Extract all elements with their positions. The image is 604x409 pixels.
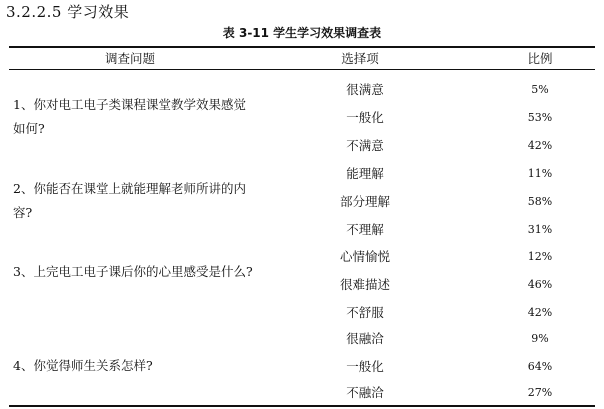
question-4: 4、你觉得师生关系怎样? xyxy=(13,358,153,373)
question-1: 1、你对电工电子类课程课堂教学效果感觉如何? xyxy=(13,97,246,136)
option-4-3: 不融洽 xyxy=(346,385,384,400)
option-1-2: 一般化 xyxy=(346,110,384,125)
ratio-4-2: 64% xyxy=(527,360,553,373)
table-top-rule xyxy=(9,46,595,48)
ratio-4-1: 9% xyxy=(531,332,549,345)
header-question: 调查问题 xyxy=(104,51,155,66)
header-ratio: 比例 xyxy=(527,51,553,66)
option-1-1: 很满意 xyxy=(346,82,384,97)
option-3-2: 很难描述 xyxy=(339,277,390,292)
option-2-3: 不理解 xyxy=(346,222,384,237)
option-2-1: 能理解 xyxy=(346,166,384,181)
ratio-3-3: 42% xyxy=(527,306,553,319)
ratio-2-1: 11% xyxy=(527,167,553,180)
question-3: 3、上完电工电子课后你的心里感受是什么? xyxy=(13,264,253,279)
header-option: 选择项 xyxy=(341,51,379,66)
table-header-rule xyxy=(9,69,595,70)
option-3-1: 心情愉悦 xyxy=(339,249,390,264)
ratio-2-2: 58% xyxy=(527,195,553,208)
option-4-1: 很融洽 xyxy=(346,331,384,346)
table-bottom-rule xyxy=(9,405,595,407)
ratio-4-3: 27% xyxy=(527,386,553,399)
section-heading: 3.2.2.5 学习效果 xyxy=(6,3,130,21)
table-caption: 表 3-11 学生学习效果调查表 xyxy=(222,26,382,40)
option-4-2: 一般化 xyxy=(346,359,384,374)
question-2: 2、你能否在课堂上就能理解老师所讲的内容? xyxy=(13,181,246,220)
ratio-3-2: 46% xyxy=(527,278,553,291)
option-2-2: 部分理解 xyxy=(339,194,390,209)
ratio-2-3: 31% xyxy=(527,223,553,236)
ratio-3-1: 12% xyxy=(527,250,553,263)
option-1-3: 不满意 xyxy=(346,138,384,153)
option-3-3: 不舒服 xyxy=(346,305,384,320)
ratio-1-2: 53% xyxy=(527,111,553,124)
ratio-1-1: 5% xyxy=(531,83,549,96)
ratio-1-3: 42% xyxy=(527,139,553,152)
